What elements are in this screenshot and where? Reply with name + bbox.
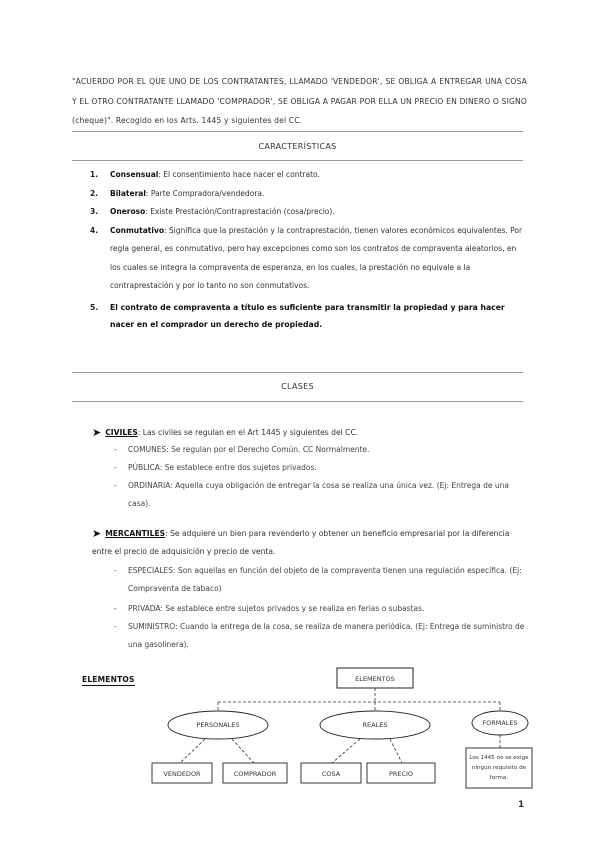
item-number: 4. — [90, 225, 99, 235]
sub-item: - PRIVADA: Se establece entre sujetos privados y se realiza en ferias o subastas. — [114, 604, 425, 613]
sub-item: - ESPECIALES: Son aquellas en función del objeto de la compraventa tienen una regulación específica. (Ej: Compraventa de tabaco) — [114, 566, 522, 593]
section-title-caracteristicas: CARACTERÍSTICAS — [258, 142, 337, 151]
divider — [72, 131, 523, 132]
group-label: PERSONALES — [196, 721, 240, 729]
group-label: FORMALES — [482, 719, 518, 727]
sub-item: - ORDINARIA: Aquella cuya obligación de entregar la cosa se realiza una única vez. (Ej: Entrega de una casa). — [114, 481, 509, 508]
item-text: : Significa que la prestación y la contraprestación, tienen valores económicos equivalentes. Por regla general, es conmutativo, pero hay excepciones como son los contratos de compraventa aleatorios, en los cuales se integra la compraventa de esperanza, en los cuales, la prestación no equivale a la contraprestación y por lo tanto no son conmutativos. — [110, 225, 523, 290]
caracteristicas-list — [90, 166, 523, 333]
leaf-connectors — [180, 735, 500, 763]
list-item — [90, 222, 523, 296]
item-number: 3. — [90, 207, 99, 216]
clase-civiles — [92, 423, 522, 442]
group-label: REALES — [362, 721, 388, 729]
clase-text: : Las civiles se regulan en el Art 1445 y siguientes del CC. — [137, 428, 359, 437]
elementos-diagram — [0, 660, 600, 810]
elementos-label: ELEMENTOS — [82, 675, 135, 684]
root-connectors — [218, 688, 500, 712]
item-term: Oneroso — [110, 207, 146, 216]
sub-item: - COMUNES: Se regulan por el Derecho Común. CC Normalmente. — [114, 445, 370, 454]
leaf-label: COMPRADOR — [233, 770, 277, 778]
item-text: : Parte Compradora/vendedora. — [145, 188, 265, 198]
item-text: : El consentimiento hace nacer el contrato. — [158, 170, 320, 179]
leaf-label: PRECIO — [388, 770, 414, 778]
item-text: El contrato de compraventa a título es suficiente para transmitir la propiedad y para hacer nacer en el comprador un derecho de propiedad. — [110, 302, 505, 329]
item-term: Consensual — [110, 170, 159, 179]
item-term: Bilateral — [110, 188, 146, 198]
list-item — [90, 203, 523, 222]
divider — [72, 160, 523, 161]
intro-definition: "ACUERDO POR EL QUE UNO DE LOS CONTRATANTES, LLAMADO 'VENDEDOR', SE OBLIGA A ENTREGAR UNA COSA Y EL OTRO CONTRATANTE LLAMADO 'COMPRADOR', SE OBLIGA A PAGAR POR ELLA UN PRECIO EN DINERO O SIGNO (cheque)". Recogido en los Arts. 1445 y siguientes del CC. — [72, 77, 527, 125]
sub-item: - SUMINISTRO: Cuando la entrega de la cosa, se realiza de manera periódica. (Ej: Entrega de suministro de una gasolinera). — [114, 622, 525, 649]
formales-note-line: Los 1445 no se exige — [469, 755, 529, 761]
list-item — [90, 185, 523, 204]
section-title-clases: CLASES — [281, 382, 314, 391]
item-text: : Existe Prestación/Contraprestación (cosa/precio). — [145, 207, 335, 216]
page-number: 1 — [518, 800, 525, 810]
formales-note-line: forma. — [489, 775, 509, 781]
list-item — [90, 299, 523, 333]
item-number: 1. — [90, 170, 99, 179]
item-term: Conmutativo — [110, 225, 164, 235]
root-node-label: ELEMENTOS — [355, 675, 395, 683]
list-item — [90, 166, 523, 185]
leaf-label: VENDEDOR — [163, 770, 201, 778]
divider — [72, 372, 523, 373]
item-number: 5. — [90, 302, 99, 312]
leaf-label: COSA — [321, 770, 341, 778]
sub-item: - PÚBLICA: Se establece entre dos sujetos privados. — [114, 463, 317, 472]
clase-text: : Se adquiere un bien para revenderlo y obtener un beneficio empresarial por la diferencia entre el precio de adquisición y precio de venta. — [92, 529, 510, 556]
divider — [72, 401, 523, 402]
clase-mercantiles — [92, 524, 522, 561]
clase-term: MERCANTILES — [105, 529, 166, 538]
arrow-bullet-icon: ➤ — [92, 426, 102, 439]
item-number: 2. — [90, 188, 99, 198]
formales-note-line: ningún requisito de — [471, 765, 527, 771]
arrow-bullet-icon: ➤ — [92, 527, 102, 540]
clase-term: CIVILES — [105, 428, 138, 437]
